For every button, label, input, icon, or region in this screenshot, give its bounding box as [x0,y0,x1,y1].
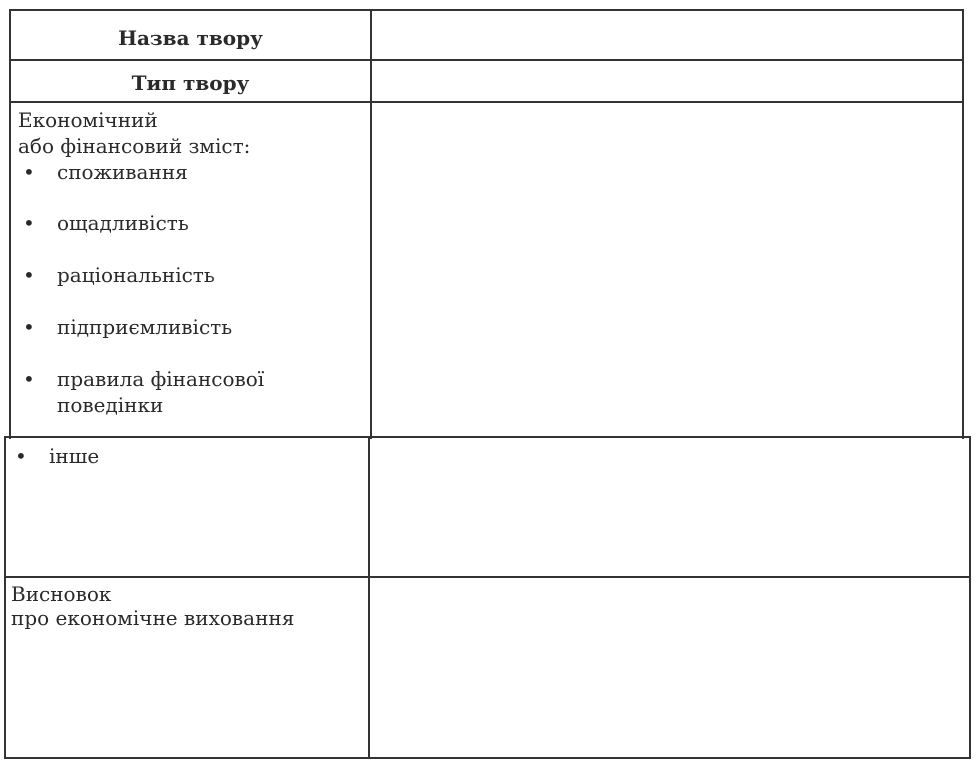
bullet-marker: • [23,211,35,235]
conclusion-line2: про економічне виховання [11,606,295,630]
title-label: Назва твору [118,26,263,50]
conclusion-line1: Висновок [11,582,112,606]
bullet-text: ощадливість [57,211,189,235]
bullet-marker: • [23,315,35,339]
bullet-text: споживання [57,160,188,184]
bullet-item [23,366,353,418]
bullet-text: раціональність [57,263,215,287]
bullet-item [23,210,353,236]
bullet-text-continued: поведінки [57,393,164,417]
bullet-text: підприємливість [57,315,233,339]
bullet-item [23,314,353,340]
bullet-item [23,262,353,288]
bullet-marker: • [23,160,35,184]
bullet-marker: • [15,444,27,468]
bullet-item [23,159,353,185]
type-label: Тип твору [131,71,250,95]
bottom-table [4,436,971,759]
bullet-text: правила фінансової [57,367,265,391]
bullet-marker: • [23,263,35,287]
other-value-cell[interactable] [370,438,969,576]
bullet-marker: • [23,367,35,391]
conclusion-value-cell[interactable] [370,578,969,757]
content-heading-line1: Економічний [18,108,158,132]
content-heading-line2: або фінансовий зміст: [18,134,251,158]
top-table [9,9,964,439]
content-value-cell[interactable] [372,103,962,439]
type-value-cell[interactable] [372,61,962,101]
title-value-cell[interactable] [372,11,962,59]
other-bullet-item [15,443,345,469]
bullet-text: інше [49,444,100,468]
